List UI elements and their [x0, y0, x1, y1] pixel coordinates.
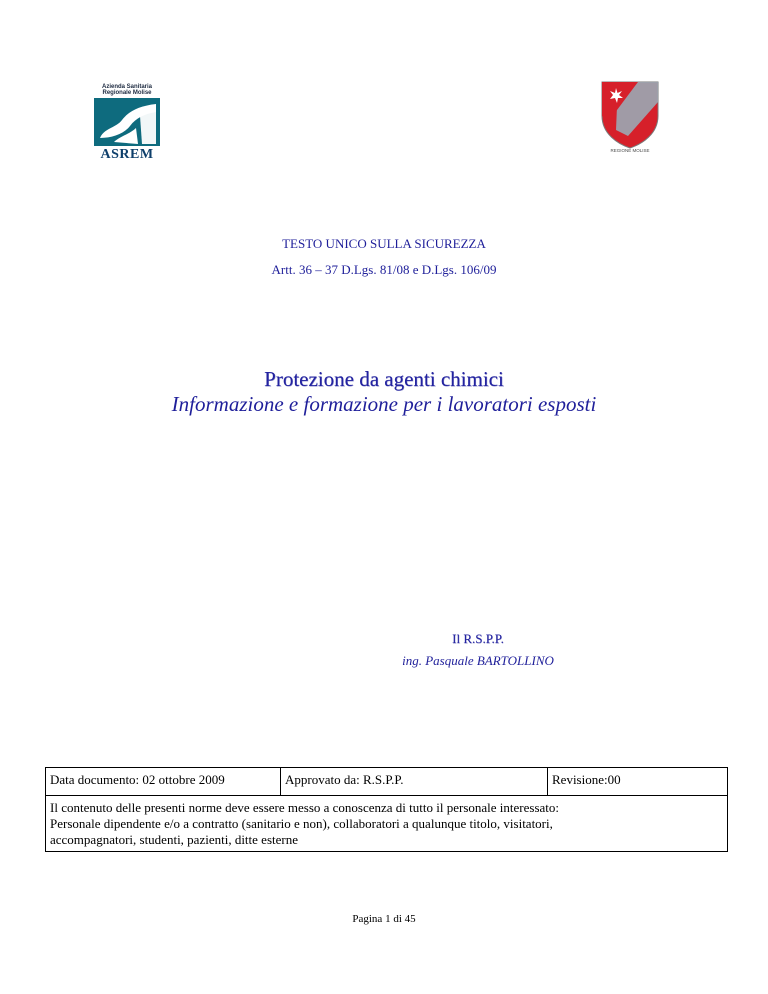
notice-line: Personale dipendente e/o a contratto (sanitario e non), collaboratori a qualunque titolo, visitatori, — [50, 816, 553, 831]
molise-shield-icon — [598, 78, 662, 154]
table-row — [46, 796, 728, 852]
asrem-emblem — [94, 98, 160, 146]
asrem-tagline — [92, 84, 162, 96]
document-subtitle: Informazione e formazione per i lavoratori esposti — [171, 392, 597, 416]
header-reference: Artt. 36 – 37 D.Lgs. 81/08 e D.Lgs. 106/09 — [271, 262, 497, 277]
document-title: Protezione da agenti chimici — [264, 367, 504, 391]
date-cell: Data documento: 02 ottobre 2009 — [46, 768, 281, 796]
signature-role: Il R.S.P.P. — [452, 631, 504, 646]
molise-shield-logo — [598, 78, 662, 154]
document-info-table — [45, 767, 728, 852]
notice-line: Il contenuto delle presenti norme deve essere messo a conoscenza di tutto il personale interessato: — [50, 800, 559, 815]
asrem-tagline-line-1: Azienda Sanitaria — [101, 84, 152, 90]
molise-caption: REGIONE MOLISE — [610, 148, 650, 153]
asrem-logo — [92, 84, 162, 160]
approved-cell: Approvato da: R.S.P.P. — [281, 768, 548, 796]
asrem-s-mark-icon — [94, 98, 160, 146]
asrem-tagline-line-2: Regionale Molise — [102, 90, 152, 96]
asrem-name: ASREM — [100, 147, 154, 162]
table-row — [46, 768, 728, 796]
page-number: Pagina 1 di 45 — [352, 913, 416, 925]
signature-name: ing. Pasquale BARTOLLINO — [402, 653, 554, 668]
notice-line: accompagnatori, studenti, pazienti, ditte esterne — [50, 832, 298, 847]
notice-cell — [46, 796, 728, 852]
revision-cell: Revisione:00 — [548, 768, 728, 796]
header-title: TESTO UNICO SULLA SICUREZZA — [282, 236, 486, 251]
